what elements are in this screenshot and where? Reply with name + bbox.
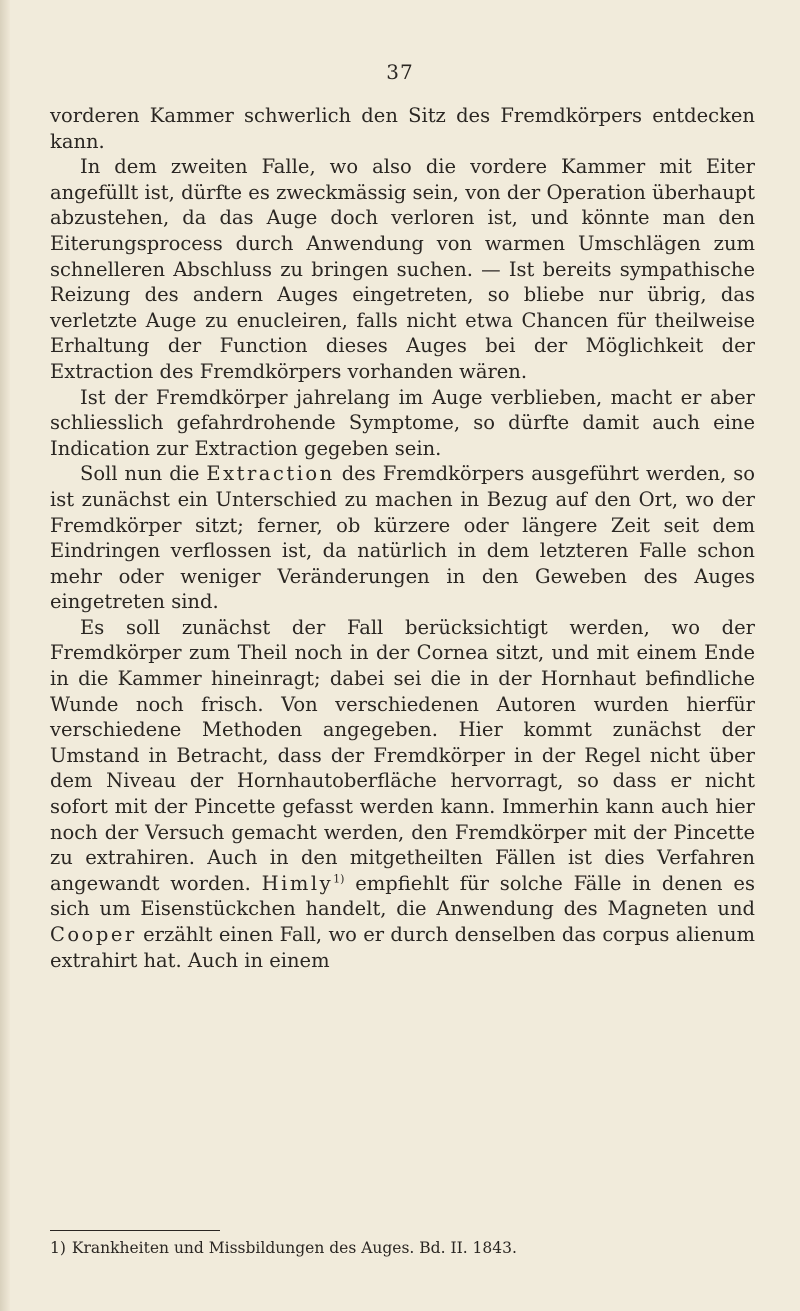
paragraph-1: vorderen Kammer schwerlich den Sitz des Fremdkörpers entdecken kann. xyxy=(50,104,755,153)
paragraph-4-text-end: des Fremdkörpers ausgeführt werden, so ist zunächst ein Unterschied zu machen in Bezug auf den Ort, wo der Fremdkörper sitzt; ferner, ob kürzere oder längere Zeit seit dem Eindringen verflossen ist, da natürlich in dem letzteren Falle schon mehr oder weniger Veränderungen in den Geweben des Auges eingetreten sind. xyxy=(50,462,755,614)
page-edge-shadow xyxy=(0,0,10,1311)
paragraph-5 xyxy=(50,615,755,973)
paragraph-5-text-middle: empfiehlt für solche Fälle in denen es sich um Eisenstückchen handelt, die Anwendung des Magneten und xyxy=(50,871,755,921)
page-number: 37 xyxy=(386,60,414,84)
paragraph-2: In dem zweiten Falle, wo also die vordere Kammer mit Eiter angefüllt ist, dürfte es zweckmässig sein, von der Operation überhaupt abzustehen, da das Auge doch verloren ist, und könnte man den Eiterungsprocess durch Anwendung von warmen Umschlägen zum schnelleren Abschluss zu bringen suchen. — Ist bereits sympathische Reizung des andern Auges eingetreten, so bliebe nur übrig, das verletzte Auge zu enucleiren, falls nicht etwa Chancen für theilweise Erhaltung der Function dieses Auges bei der Möglichkeit der Extraction des Fremdkörpers vorhanden wären. xyxy=(50,155,755,383)
paragraph-5-text-start: Es soll zunächst der Fall berücksichtigt werden, wo der Fremdkörper zum Theil noch in der Cornea sitzt, und mit einem Ende in die Kammer hineinragt; dabei sei die in der Hornhaut befindliche Wunde noch frisch. Von verschiedenen Autoren wurden hierfür verschiedene Methoden angegeben. Hier kommt zunächst der Umstand in Betracht, dass der Fremdkörper in der Regel nicht über dem Niveau der Hornhautoberfläche hervorragt, so dass er nicht sofort mit der Pincette gefasst werden kann. Immerhin kann auch hier noch der Versuch gemacht werden, den Fremdkörper mit der Pincette zu extrahiren. Auch in den mitgetheilten Fällen ist dies Verfahren angewandt worden. xyxy=(50,615,755,895)
paragraph-5-text-end: erzählt einen Fall, wo er durch denselben das corpus alienum extrahirt hat. Auch in einem xyxy=(50,923,755,972)
emphasized-term-extraction: Extraction xyxy=(206,462,335,486)
author-name-himly: Himly xyxy=(261,871,334,895)
paragraph-4-text-start: Soll nun die xyxy=(80,462,207,486)
author-name-cooper: Cooper xyxy=(50,923,137,946)
footnote-divider xyxy=(50,1230,220,1231)
body-text xyxy=(50,103,755,973)
footnote-reference: 1) xyxy=(333,872,345,886)
footnote-text: Krankheiten und Missbildungen des Auges. Bd. II. 1843. xyxy=(71,1239,517,1257)
paragraph-3: Ist der Fremdkörper jahrelang im Auge verblieben, macht er aber schliesslich gefahrdrohende Symptome, so dürfte damit auch eine Indication zur Extraction gegeben sein. xyxy=(50,385,755,460)
paragraph-4 xyxy=(50,461,755,615)
footnote xyxy=(50,1238,755,1258)
footnote-mark: 1) xyxy=(50,1239,66,1257)
